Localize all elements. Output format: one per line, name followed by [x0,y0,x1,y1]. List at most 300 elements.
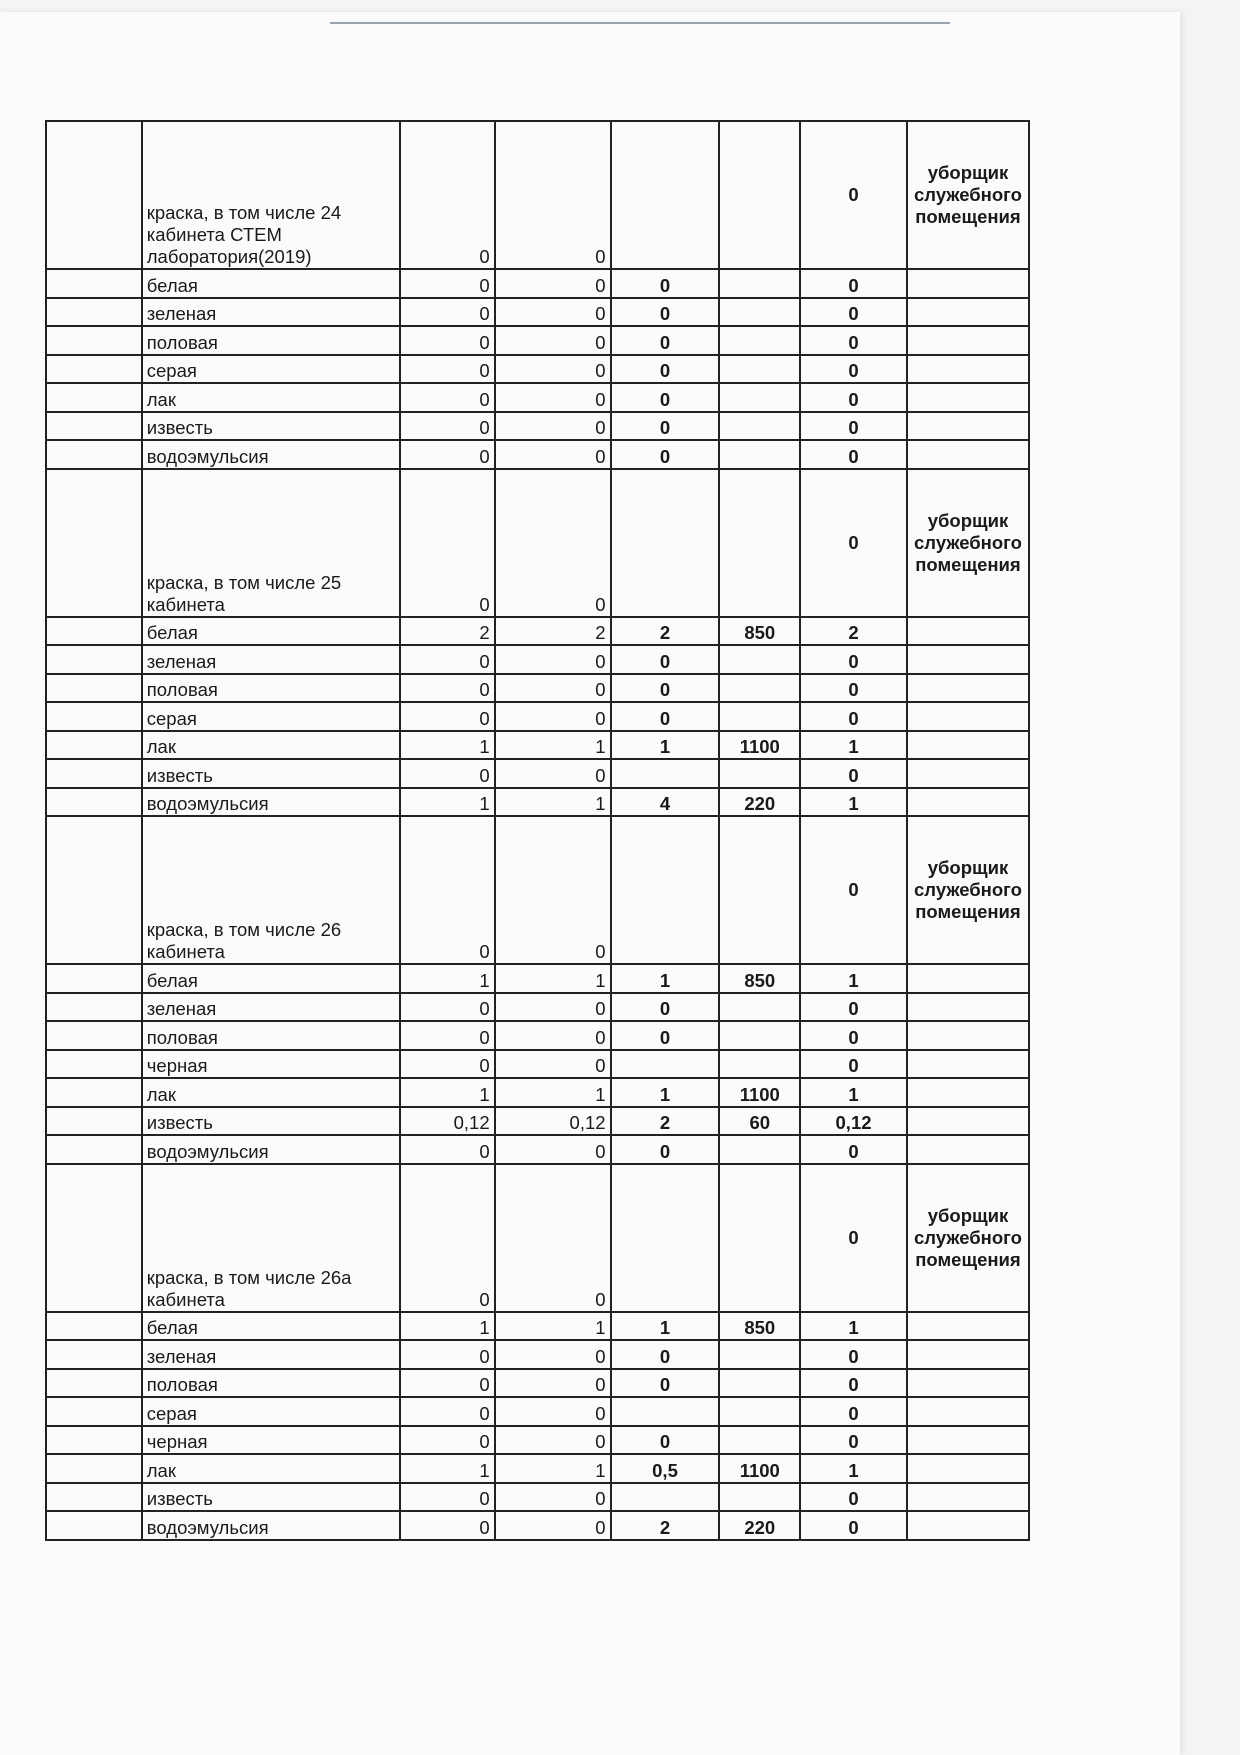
material-name-cell: водоэмульсия [142,440,400,469]
responsible-role-cell [907,788,1029,817]
section-header-row [46,469,1029,617]
qty-a-cell: 0,12 [400,1107,495,1136]
qty-b-cell: 0 [495,1135,611,1164]
responsible-role-cell [907,759,1029,788]
qty-c-cell: 0,5 [611,1454,720,1483]
qty-c-cell: 0 [611,674,720,703]
qty-e-cell: 1 [800,1312,907,1341]
section-title-cell: краска, в том числе 24 кабинета СТЕМ лаборатория(2019) [142,121,400,269]
row-number-cell [46,1050,142,1079]
qty-a-cell: 0 [400,1511,495,1540]
qty-a-cell: 0 [400,1135,495,1164]
qty-c-cell: 2 [611,1511,720,1540]
table-row [46,1369,1029,1398]
price-cell [719,1164,800,1312]
row-number-cell [46,1312,142,1341]
row-number-cell [46,412,142,441]
responsible-role-cell [907,412,1029,441]
qty-b-cell: 0 [495,412,611,441]
qty-b-cell: 0 [495,121,611,269]
responsible-role-cell: уборщик служебного помещения [907,469,1029,617]
qty-c-cell [611,1164,720,1312]
qty-c-cell: 0 [611,355,720,384]
qty-e-cell: 0 [800,326,907,355]
qty-b-cell: 1 [495,964,611,993]
qty-c-cell: 0 [611,1369,720,1398]
table-row [46,674,1029,703]
qty-c-cell: 0 [611,412,720,441]
responsible-role-cell [907,383,1029,412]
price-cell: 1100 [719,1454,800,1483]
responsible-role-cell: уборщик служебного помещения [907,121,1029,269]
table-row [46,1397,1029,1426]
qty-a-cell: 1 [400,788,495,817]
price-cell: 850 [719,1312,800,1341]
price-cell: 220 [719,1511,800,1540]
responsible-role-cell [907,1050,1029,1079]
row-number-cell [46,1511,142,1540]
section-title-cell: краска, в том числе 26 кабинета [142,816,400,964]
table-row [46,1483,1029,1512]
qty-e-cell: 0 [800,412,907,441]
table-row [46,1021,1029,1050]
qty-b-cell: 1 [495,788,611,817]
responsible-role-cell [907,440,1029,469]
qty-e-cell: 0 [800,269,907,298]
price-cell [719,993,800,1022]
price-cell: 60 [719,1107,800,1136]
qty-c-cell: 0 [611,440,720,469]
table-row [46,964,1029,993]
material-name-cell: серая [142,355,400,384]
qty-b-cell: 0 [495,1050,611,1079]
row-number-cell [46,355,142,384]
qty-c-cell: 2 [611,1107,720,1136]
responsible-role-cell: уборщик служебного помещения [907,816,1029,964]
responsible-role-cell [907,1426,1029,1455]
qty-b-cell: 0 [495,469,611,617]
price-cell [719,645,800,674]
qty-a-cell: 0 [400,326,495,355]
section-title-cell: краска, в том числе 26а кабинета [142,1164,400,1312]
table-row [46,993,1029,1022]
qty-a-cell: 0 [400,298,495,327]
price-cell: 850 [719,617,800,646]
price-cell [719,383,800,412]
qty-a-cell: 0 [400,121,495,269]
row-number-cell [46,1454,142,1483]
table-row [46,412,1029,441]
qty-c-cell: 0 [611,702,720,731]
row-number-cell [46,617,142,646]
section-header-row [46,816,1029,964]
qty-c-cell [611,469,720,617]
qty-c-cell [611,1483,720,1512]
qty-b-cell: 0 [495,645,611,674]
material-name-cell: известь [142,759,400,788]
price-cell [719,759,800,788]
qty-b-cell: 1 [495,731,611,760]
row-number-cell [46,1426,142,1455]
material-name-cell: зеленая [142,1340,400,1369]
price-cell [719,1135,800,1164]
table-row [46,759,1029,788]
qty-c-cell [611,816,720,964]
qty-b-cell: 0 [495,269,611,298]
qty-b-cell: 1 [495,1078,611,1107]
qty-b-cell: 0 [495,383,611,412]
qty-e-cell: 1 [800,964,907,993]
qty-a-cell: 1 [400,1454,495,1483]
responsible-role-cell [907,993,1029,1022]
qty-c-cell: 0 [611,269,720,298]
table-row [46,1312,1029,1341]
materials-table-body [46,121,1029,1540]
row-number-cell [46,731,142,760]
price-cell [719,1397,800,1426]
qty-b-cell: 0 [495,1164,611,1312]
qty-c-cell: 0 [611,645,720,674]
section-title-cell: краска, в том числе 25 кабинета [142,469,400,617]
responsible-role-cell [907,1369,1029,1398]
qty-c-cell [611,1050,720,1079]
responsible-role-cell [907,1397,1029,1426]
qty-e-cell: 0 [800,121,907,269]
price-cell [719,269,800,298]
qty-a-cell: 0 [400,1426,495,1455]
material-name-cell: половая [142,326,400,355]
price-cell [719,298,800,327]
responsible-role-cell [907,617,1029,646]
qty-b-cell: 0 [495,1021,611,1050]
table-row [46,355,1029,384]
qty-c-cell: 0 [611,1021,720,1050]
qty-b-cell: 1 [495,1312,611,1341]
responsible-role-cell [907,645,1029,674]
table-row [46,269,1029,298]
responsible-role-cell: уборщик служебного помещения [907,1164,1029,1312]
material-name-cell: лак [142,731,400,760]
qty-e-cell: 0 [800,469,907,617]
qty-c-cell: 0 [611,1135,720,1164]
qty-e-cell: 2 [800,617,907,646]
material-name-cell: белая [142,1312,400,1341]
qty-a-cell: 0 [400,1340,495,1369]
responsible-role-cell [907,1107,1029,1136]
qty-a-cell: 0 [400,702,495,731]
qty-a-cell: 1 [400,731,495,760]
scan-edge-line [330,22,950,24]
table-row [46,1078,1029,1107]
qty-c-cell: 2 [611,617,720,646]
price-cell: 220 [719,788,800,817]
qty-e-cell: 0 [800,1135,907,1164]
table-row [46,645,1029,674]
qty-e-cell: 0 [800,816,907,964]
row-number-cell [46,269,142,298]
row-number-cell [46,993,142,1022]
qty-a-cell: 1 [400,964,495,993]
qty-c-cell: 0 [611,383,720,412]
qty-a-cell: 0 [400,1483,495,1512]
material-name-cell: водоэмульсия [142,1511,400,1540]
responsible-role-cell [907,1021,1029,1050]
qty-b-cell: 0 [495,1483,611,1512]
qty-c-cell: 1 [611,964,720,993]
row-number-cell [46,1369,142,1398]
qty-b-cell: 0 [495,674,611,703]
qty-e-cell: 0 [800,383,907,412]
qty-a-cell: 1 [400,1078,495,1107]
qty-b-cell: 0 [495,816,611,964]
row-number-cell [46,121,142,269]
qty-c-cell: 0 [611,993,720,1022]
material-name-cell: белая [142,269,400,298]
price-cell: 1100 [719,731,800,760]
qty-a-cell: 0 [400,1021,495,1050]
price-cell: 850 [719,964,800,993]
table-row [46,617,1029,646]
price-cell [719,355,800,384]
qty-b-cell: 0 [495,1426,611,1455]
price-cell [719,702,800,731]
qty-e-cell: 1 [800,788,907,817]
qty-e-cell: 1 [800,1454,907,1483]
qty-a-cell: 0 [400,816,495,964]
table-row [46,1107,1029,1136]
qty-c-cell [611,121,720,269]
qty-e-cell: 1 [800,1078,907,1107]
row-number-cell [46,645,142,674]
qty-c-cell: 0 [611,1340,720,1369]
qty-a-cell: 0 [400,469,495,617]
qty-a-cell: 0 [400,674,495,703]
qty-b-cell: 0 [495,759,611,788]
qty-e-cell: 0 [800,440,907,469]
qty-e-cell: 0 [800,674,907,703]
material-name-cell: зеленая [142,298,400,327]
table-row [46,298,1029,327]
material-name-cell: зеленая [142,645,400,674]
qty-b-cell: 0 [495,298,611,327]
material-name-cell: половая [142,1369,400,1398]
price-cell [719,440,800,469]
row-number-cell [46,702,142,731]
scanned-sheet [0,12,1180,1755]
price-cell [719,1426,800,1455]
row-number-cell [46,816,142,964]
responsible-role-cell [907,1454,1029,1483]
row-number-cell [46,469,142,617]
responsible-role-cell [907,674,1029,703]
responsible-role-cell [907,269,1029,298]
qty-b-cell: 0 [495,326,611,355]
row-number-cell [46,1107,142,1136]
price-cell [719,121,800,269]
row-number-cell [46,383,142,412]
responsible-role-cell [907,326,1029,355]
qty-c-cell: 0 [611,1426,720,1455]
qty-b-cell: 0 [495,702,611,731]
qty-c-cell: 1 [611,731,720,760]
qty-a-cell: 0 [400,1050,495,1079]
table-row [46,702,1029,731]
material-name-cell: половая [142,674,400,703]
price-cell [719,1483,800,1512]
qty-b-cell: 0,12 [495,1107,611,1136]
qty-b-cell: 2 [495,617,611,646]
material-name-cell: известь [142,1107,400,1136]
row-number-cell [46,298,142,327]
row-number-cell [46,1340,142,1369]
row-number-cell [46,440,142,469]
qty-a-cell: 0 [400,412,495,441]
qty-b-cell: 0 [495,1397,611,1426]
qty-c-cell: 1 [611,1078,720,1107]
material-name-cell: черная [142,1050,400,1079]
qty-e-cell: 0 [800,1397,907,1426]
responsible-role-cell [907,1078,1029,1107]
qty-e-cell: 0 [800,298,907,327]
material-name-cell: лак [142,383,400,412]
responsible-role-cell [907,731,1029,760]
qty-a-cell: 1 [400,1312,495,1341]
qty-e-cell: 1 [800,731,907,760]
price-cell [719,674,800,703]
material-name-cell: водоэмульсия [142,788,400,817]
responsible-role-cell [907,1312,1029,1341]
qty-e-cell: 0 [800,355,907,384]
row-number-cell [46,1397,142,1426]
table-row [46,1340,1029,1369]
section-header-row [46,121,1029,269]
qty-e-cell: 0 [800,1483,907,1512]
responsible-role-cell [907,1483,1029,1512]
qty-e-cell: 0 [800,1511,907,1540]
table-row [46,1426,1029,1455]
price-cell [719,1021,800,1050]
table-row [46,440,1029,469]
qty-a-cell: 0 [400,1369,495,1398]
row-number-cell [46,1135,142,1164]
qty-e-cell: 0 [800,1164,907,1312]
section-header-row [46,1164,1029,1312]
qty-c-cell [611,759,720,788]
qty-b-cell: 0 [495,1340,611,1369]
row-number-cell [46,759,142,788]
materials-table [45,120,1030,1541]
material-name-cell: известь [142,412,400,441]
qty-a-cell: 0 [400,383,495,412]
qty-b-cell: 0 [495,355,611,384]
qty-a-cell: 0 [400,759,495,788]
qty-b-cell: 0 [495,440,611,469]
responsible-role-cell [907,702,1029,731]
material-name-cell: белая [142,964,400,993]
material-name-cell: белая [142,617,400,646]
table-row [46,1050,1029,1079]
responsible-role-cell [907,964,1029,993]
price-cell [719,469,800,617]
qty-a-cell: 0 [400,645,495,674]
qty-a-cell: 0 [400,993,495,1022]
material-name-cell: известь [142,1483,400,1512]
price-cell [719,1369,800,1398]
table-row [46,1135,1029,1164]
qty-c-cell: 1 [611,1312,720,1341]
qty-e-cell: 0 [800,1369,907,1398]
qty-e-cell: 0 [800,1340,907,1369]
row-number-cell [46,964,142,993]
row-number-cell [46,674,142,703]
price-cell [719,816,800,964]
qty-c-cell: 4 [611,788,720,817]
material-name-cell: лак [142,1078,400,1107]
price-cell [719,1340,800,1369]
table-row [46,788,1029,817]
qty-e-cell: 0 [800,1426,907,1455]
material-name-cell: половая [142,1021,400,1050]
qty-b-cell: 1 [495,1454,611,1483]
material-name-cell: лак [142,1454,400,1483]
qty-b-cell: 0 [495,1369,611,1398]
table-row [46,1511,1029,1540]
responsible-role-cell [907,1135,1029,1164]
qty-c-cell [611,1397,720,1426]
table-row [46,383,1029,412]
material-name-cell: серая [142,702,400,731]
qty-b-cell: 0 [495,1511,611,1540]
qty-e-cell: 0 [800,702,907,731]
material-name-cell: черная [142,1426,400,1455]
responsible-role-cell [907,355,1029,384]
qty-b-cell: 0 [495,993,611,1022]
row-number-cell [46,326,142,355]
qty-a-cell: 0 [400,440,495,469]
qty-a-cell: 0 [400,1397,495,1426]
row-number-cell [46,1078,142,1107]
responsible-role-cell [907,298,1029,327]
qty-e-cell: 0,12 [800,1107,907,1136]
price-cell [719,412,800,441]
qty-e-cell: 0 [800,759,907,788]
row-number-cell [46,1021,142,1050]
row-number-cell [46,1483,142,1512]
table-row [46,731,1029,760]
table-row [46,326,1029,355]
qty-a-cell: 0 [400,269,495,298]
qty-e-cell: 0 [800,993,907,1022]
qty-a-cell: 2 [400,617,495,646]
qty-a-cell: 0 [400,355,495,384]
row-number-cell [46,788,142,817]
qty-e-cell: 0 [800,1021,907,1050]
qty-a-cell: 0 [400,1164,495,1312]
material-name-cell: зеленая [142,993,400,1022]
responsible-role-cell [907,1511,1029,1540]
qty-c-cell: 0 [611,326,720,355]
row-number-cell [46,1164,142,1312]
responsible-role-cell [907,1340,1029,1369]
price-cell: 1100 [719,1078,800,1107]
material-name-cell: водоэмульсия [142,1135,400,1164]
price-cell [719,326,800,355]
table-row [46,1454,1029,1483]
qty-c-cell: 0 [611,298,720,327]
qty-e-cell: 0 [800,1050,907,1079]
qty-e-cell: 0 [800,645,907,674]
price-cell [719,1050,800,1079]
